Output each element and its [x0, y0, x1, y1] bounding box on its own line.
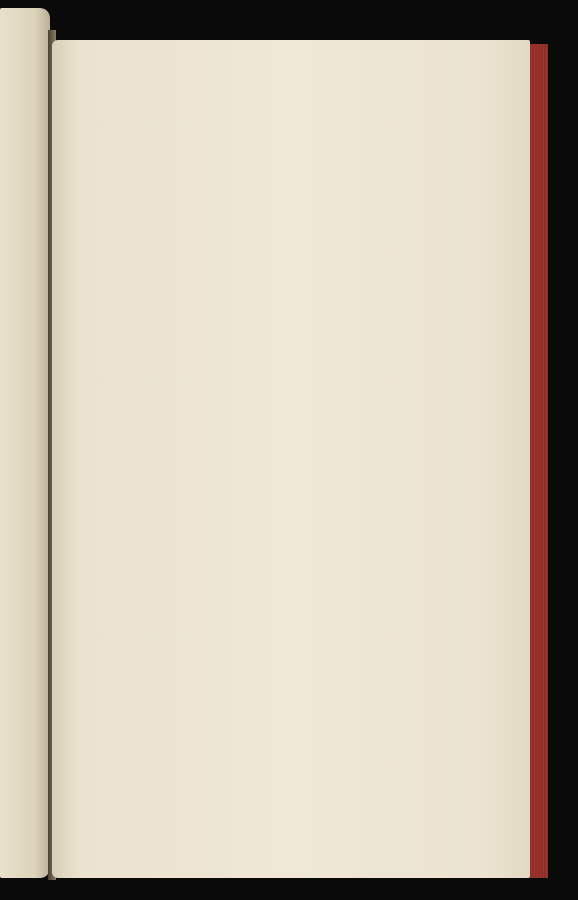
page-block-edge — [530, 44, 548, 878]
facing-page-fragment — [0, 8, 50, 878]
book-page — [52, 40, 530, 878]
